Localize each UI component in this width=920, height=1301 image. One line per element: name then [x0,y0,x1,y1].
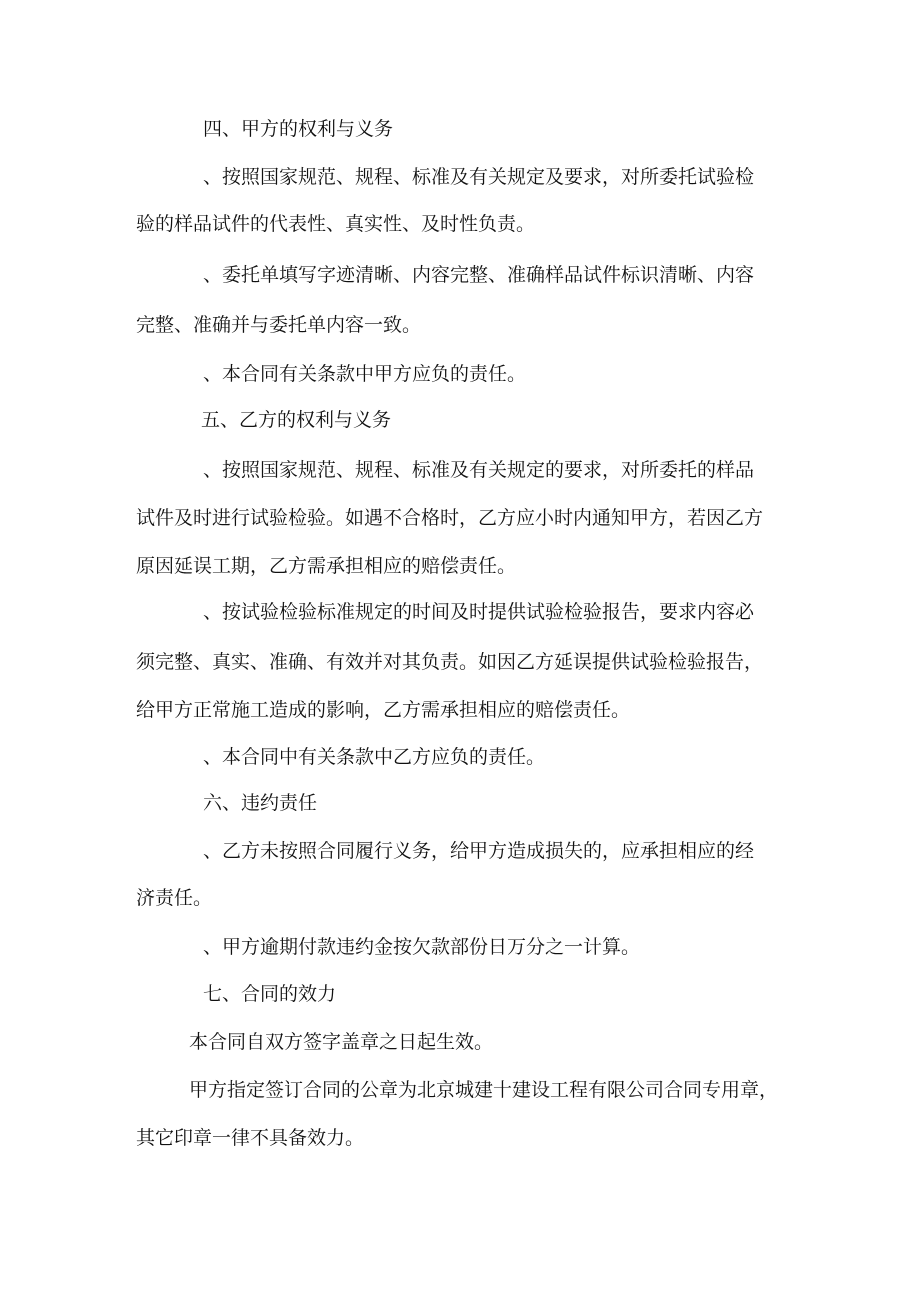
paragraph-line: 、委托单填写字迹清晰、内容完整、准确样品试件标识清晰、内容 [203,264,755,286]
paragraph-line: 、乙方未按照合同履行义务，给甲方造成损失的，应承担相应的经 [203,840,755,862]
paragraph-line: 甲方指定签订合同的公章为北京城建十建设工程有限公司合同专用章， [189,1079,779,1101]
paragraph-line: 、本合同有关条款中甲方应负的责任。 [203,363,527,385]
paragraph-line: 试件及时进行试验检验。如遇不合格时，乙方应小时内通知甲方，若因乙方 [136,507,764,529]
paragraph-line: 其它印章一律不具备效力。 [136,1127,365,1149]
paragraph-line: 、按试验检验标准规定的时间及时提供试验检验报告，要求内容必 [203,601,755,623]
section-heading-breach: 六、违约责任 [203,792,318,814]
paragraph-line: 本合同自双方签字盖章之日起生效。 [189,1031,494,1053]
paragraph-line: 给甲方正常施工造成的影响，乙方需承担相应的赔偿责任。 [136,699,631,721]
paragraph-line: 、按照国家规范、规程、标准及有关规定的要求，对所委托的样品 [203,459,755,481]
paragraph-line: 济责任。 [136,887,213,909]
paragraph-line: 、甲方逾期付款违约金按欠款部份日万分之一计算。 [203,936,641,958]
paragraph-line: 、按照国家规范、规程、标准及有关规定及要求，对所委托试验检 [203,166,755,188]
paragraph-line: 验的样品试件的代表性、真实性、及时性负责。 [136,213,536,235]
paragraph-line: 须完整、真实、准确、有效并对其负责。如因乙方延误提供试验检验报告， [136,651,764,673]
paragraph-line: 原因延误工期，乙方需承担相应的赔偿责任。 [136,555,517,577]
section-heading-validity: 七、合同的效力 [203,983,337,1005]
section-heading-party-a: 四、甲方的权利与义务 [203,118,394,140]
section-heading-party-b: 五、乙方的权利与义务 [201,409,392,431]
paragraph-line: 、本合同中有关条款中乙方应负的责任。 [203,746,546,768]
paragraph-line: 完整、准确并与委托单内容一致。 [136,314,422,336]
